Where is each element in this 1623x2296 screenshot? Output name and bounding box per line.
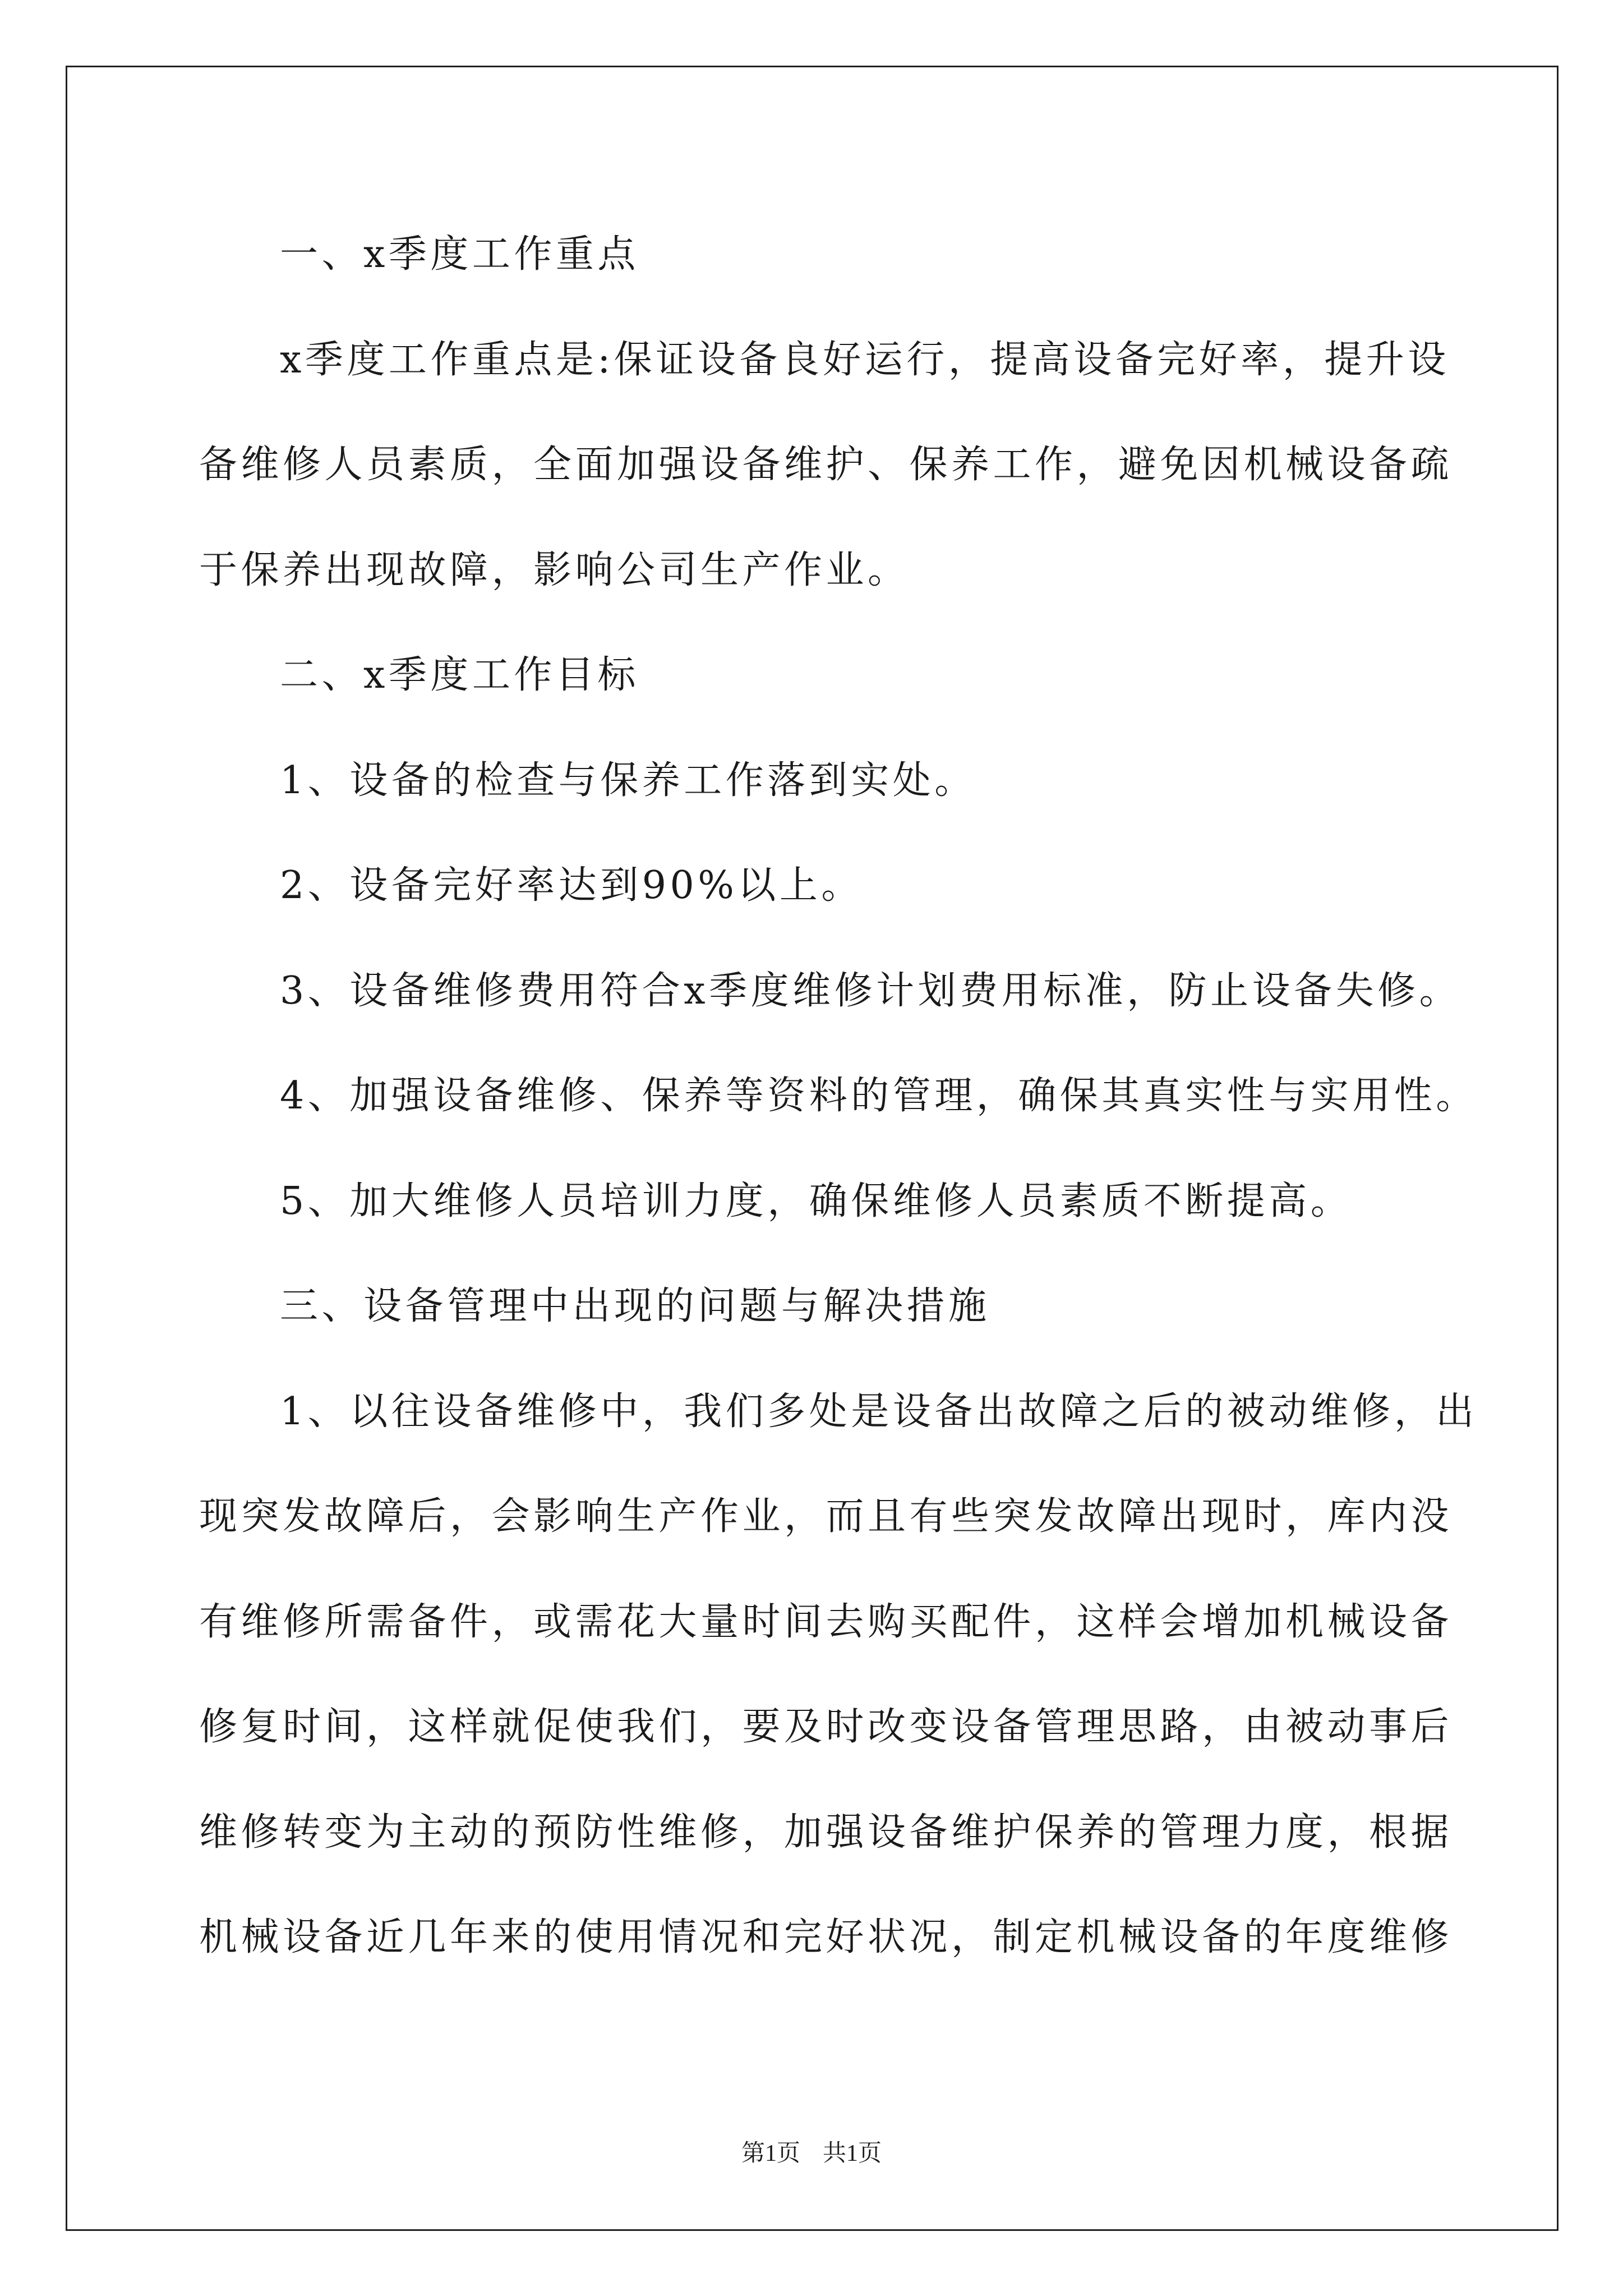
paragraph-line: x季度工作重点是:保证设备良好运行，提高设备完好率，提升设 bbox=[280, 338, 1450, 382]
section-heading-1: 一、x季度工作重点 bbox=[280, 232, 639, 277]
list-item: 1、设备的检查与保养工作落到实处。 bbox=[280, 758, 976, 803]
section-heading-3: 三、设备管理中出现的问题与解决措施 bbox=[280, 1284, 990, 1328]
list-item: 2、设备完好率达到90%以上。 bbox=[280, 863, 863, 908]
paragraph-line: 1、以往设备维修中，我们多处是设备出故障之后的被动维修，出 bbox=[280, 1389, 1478, 1434]
list-item: 5、加大维修人员培训力度，确保维修人员素质不断提高。 bbox=[280, 1179, 1353, 1223]
paragraph-line: 备维修人员素质，全面加强设备维护、保养工作，避免因机械设备疏 bbox=[199, 443, 1453, 487]
page-total: 共1页 bbox=[823, 2141, 882, 2166]
page-border bbox=[66, 66, 1559, 2231]
paragraph-line: 于保养出现故障，影响公司生产作业。 bbox=[199, 548, 910, 592]
paragraph-line: 维修转变为主动的预防性维修，加强设备维护保养的管理力度，根据 bbox=[199, 1810, 1453, 1855]
list-item: 3、设备维修费用符合x季度维修计划费用标准，防止设备失修。 bbox=[280, 969, 1461, 1013]
paragraph-line: 现突发故障后，会影响生产作业，而且有些突发故障出现时，库内没 bbox=[199, 1494, 1453, 1539]
paragraph-line: 修复时间，这样就促使我们，要及时改变设备管理思路，由被动事后 bbox=[199, 1705, 1453, 1749]
page-footer bbox=[0, 2142, 1623, 2165]
paragraph-line: 机械设备近几年来的使用情况和完好状况，制定机械设备的年度维修 bbox=[199, 1915, 1453, 1959]
section-heading-2: 二、x季度工作目标 bbox=[280, 653, 639, 697]
paragraph-line: 有维修所需备件，或需花大量时间去购买配件，这样会增加机械设备 bbox=[199, 1600, 1453, 1644]
page-number: 第1页 bbox=[741, 2141, 800, 2166]
list-item: 4、加强设备维修、保养等资料的管理，确保其真实性与实用性。 bbox=[280, 1074, 1478, 1118]
